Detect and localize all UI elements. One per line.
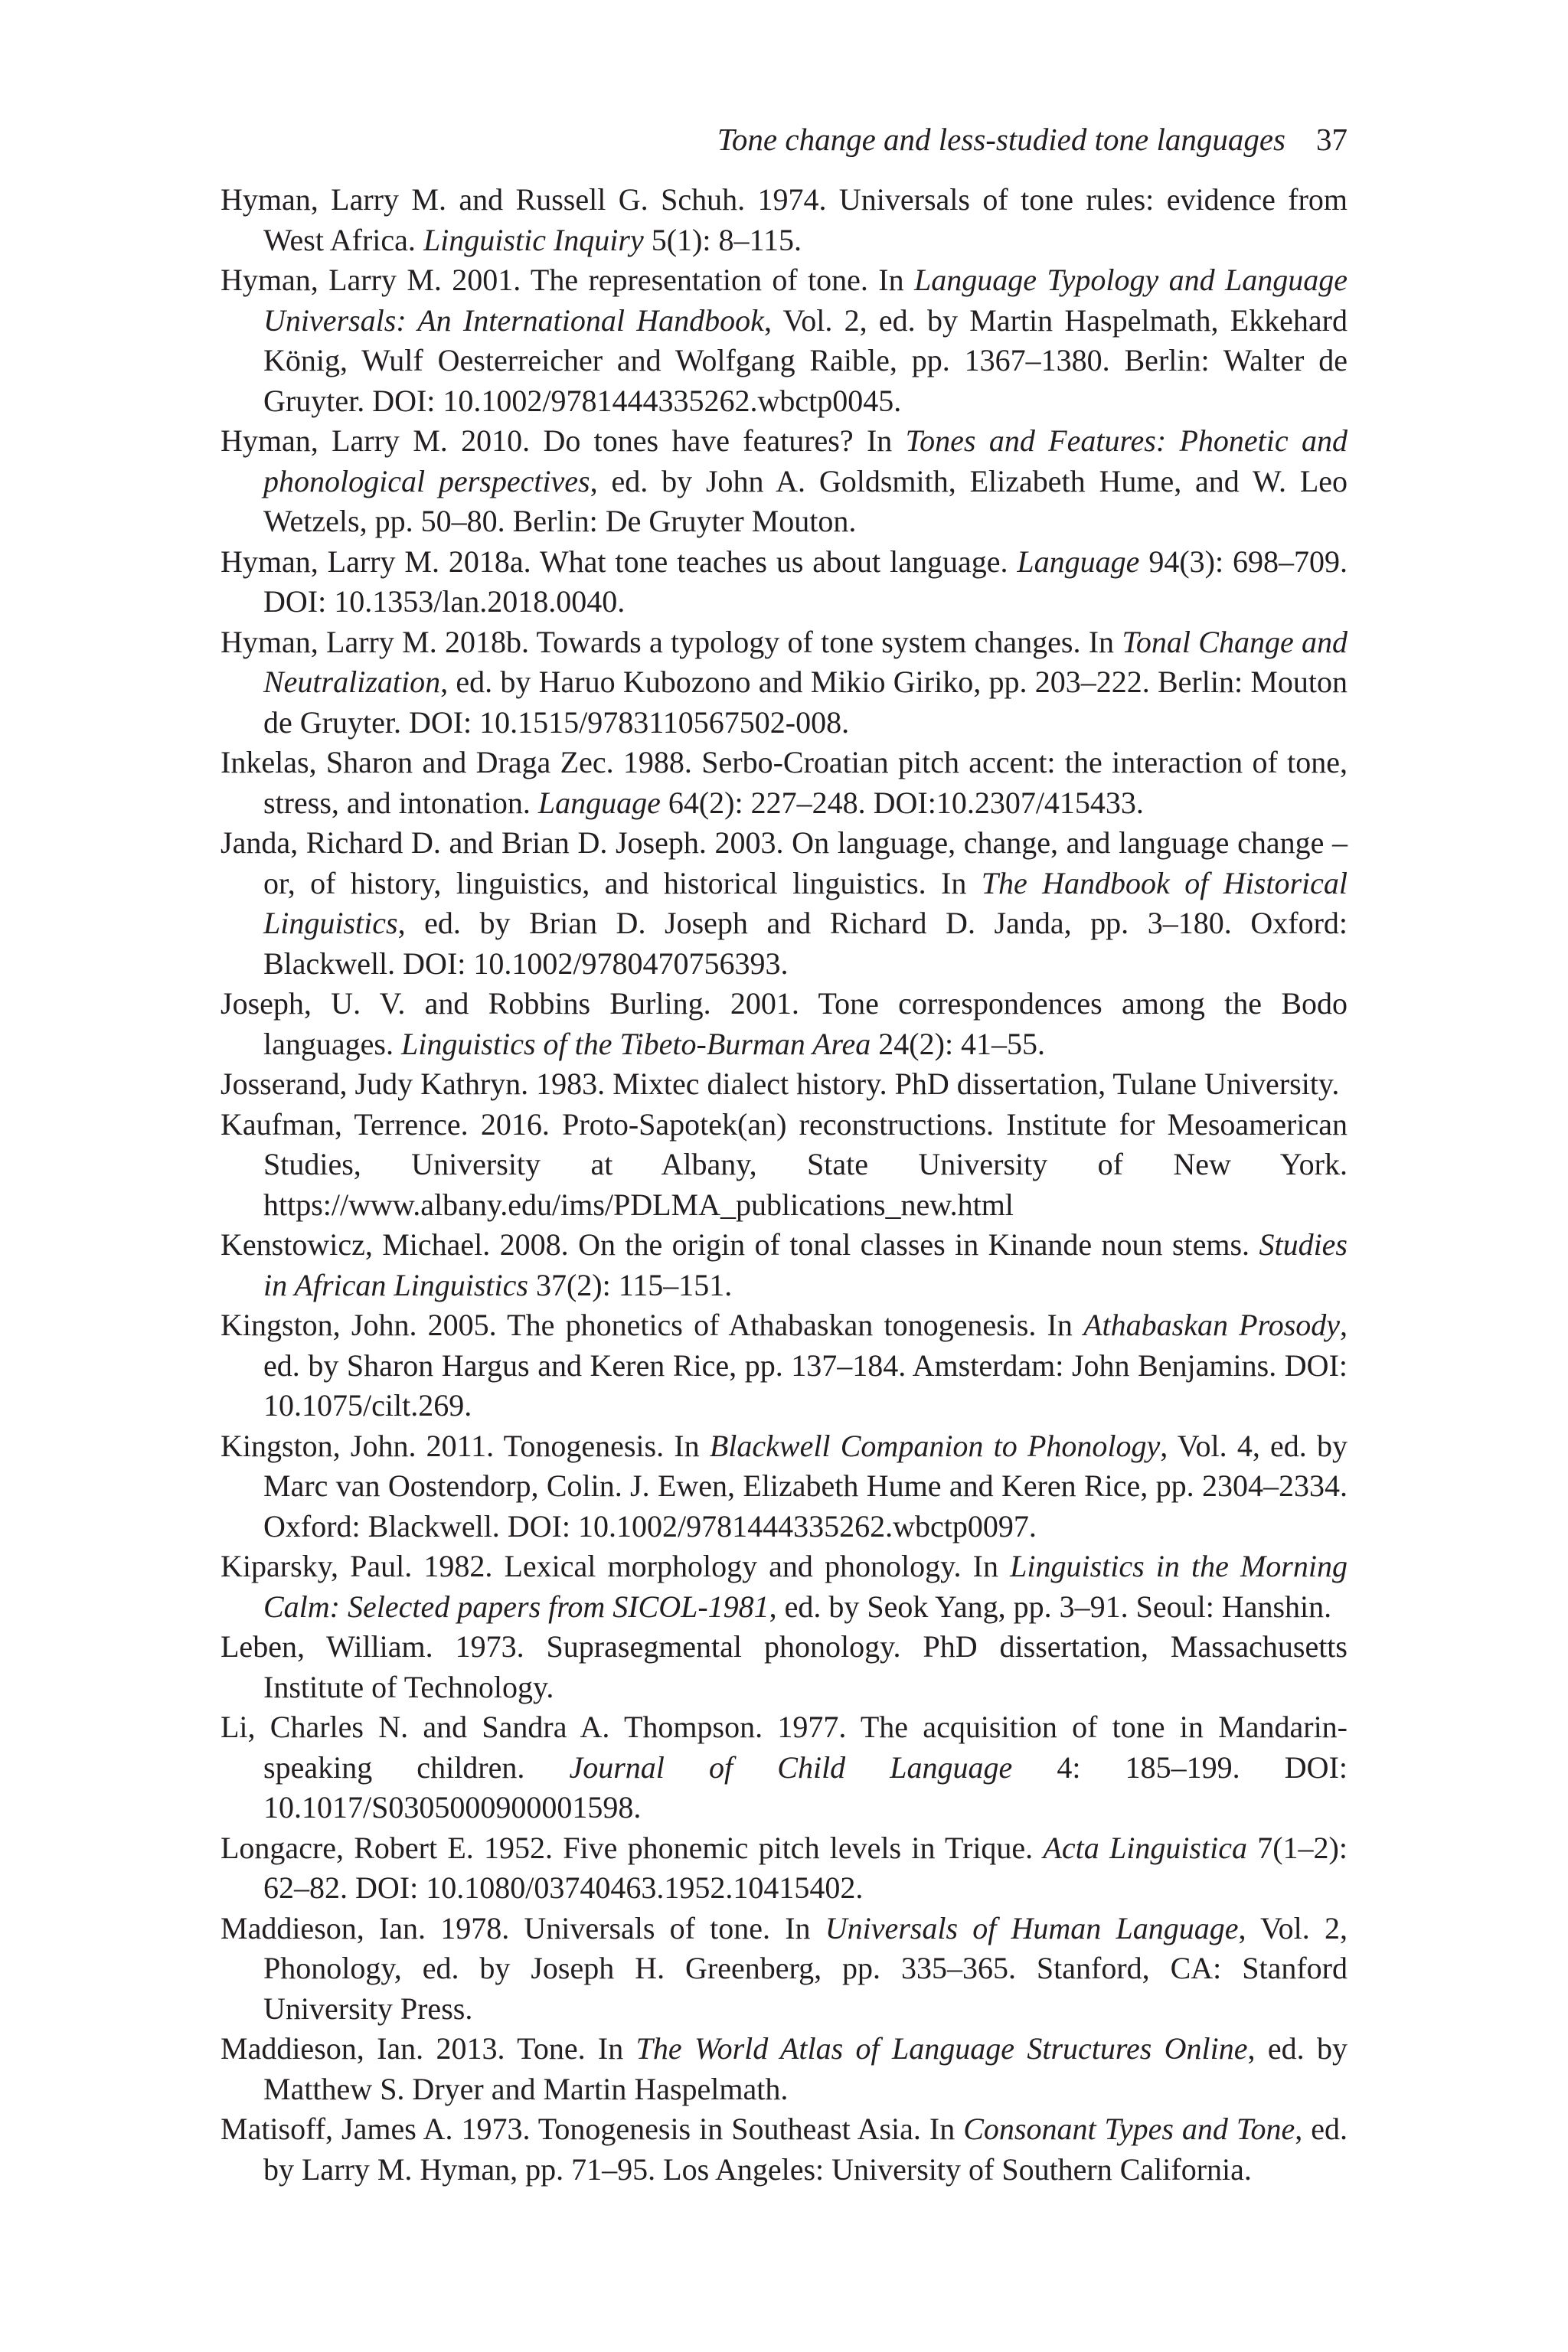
reference-text: , Vol. 2, Phonology, ed. by Joseph H. Greenberg, pp. 335–365. Stanford, CA: Stanford University Press. [263,1910,1348,2026]
reference-text: Joseph, U. V. and Robbins Burling. 2001. Tone correspondences among the Bodo languages. [220,986,1348,1061]
reference-text: Josserand, Judy Kathryn. 1983. Mixtec dialect history. PhD dissertation, Tulane University. [220,1067,1340,1101]
reference-text: Hyman, Larry M. and Russell G. Schuh. 1974. Universals of tone rules: evidence from West Africa. [220,182,1348,257]
reference-text: , Vol. 2, ed. by Martin Haspelmath, Ekkehard König, Wulf Oesterreicher and Wolfgang Raible, pp. 1367–1380. Berlin: Walter de Gruyter. DOI: 10.1002/9781444335262.wbctp0045. [263,302,1348,418]
reference-title-italic: Journal of Child Language [569,1749,1013,1785]
reference-entry [220,542,1348,622]
running-header-title: Tone change and less-studied tone languages [717,122,1285,157]
reference-text: Kaufman, Terrence. 2016. Proto-Sapotek(an) reconstructions. Institute for Mesoamerican Studies, University at Albany, State University of New York. https://www.albany.edu/ims/PDLMA_publications_new.html [220,1106,1348,1222]
reference-text: 64(2): 227–248. DOI:10.2307/415433. [660,785,1144,820]
reference-text: 4: 185–199. DOI: 10.1017/S0305000900001598. [263,1749,1348,1824]
reference-title-italic: Consonant Types and Tone [963,2112,1295,2146]
reference-text: Hyman, Larry M. 2018b. Towards a typology of tone system changes. In [220,624,1122,659]
reference-text: 7(1–2): 62–82. DOI: 10.1080/03740463.1952.10415402. [263,1830,1348,1905]
reference-text: Maddieson, Ian. 2013. Tone. In [220,2031,636,2066]
reference-text: , ed. by Seok Yang, pp. 3–91. Seoul: Hanshin. [769,1589,1332,1624]
reference-text: , ed. by John A. Goldsmith, Elizabeth Hume, and W. Leo Wetzels, pp. 50–80. Berlin: De Gruyter Mouton. [263,463,1348,538]
reference-list [220,180,1348,2190]
reference-text: Li, Charles N. and Sandra A. Thompson. 1977. The acquisition of tone in Mandarin-speaking children. [220,1710,1348,1785]
reference-text: Kingston, John. 2005. The phonetics of Athabaskan tonogenesis. In [220,1308,1084,1342]
reference-entry [220,1225,1348,1305]
reference-text: , ed. by Haruo Kubozono and Mikio Giriko, pp. 203–222. Berlin: Mouton de Gruyter. DOI: 10.1515/9783110567502-008. [263,665,1348,740]
reference-text: Inkelas, Sharon and Draga Zec. 1988. Serbo-Croatian pitch accent: the interaction of tone, stress, and intonation. [220,745,1348,820]
reference-text: , ed. by Sharon Hargus and Keren Rice, pp. 137–184. Amsterdam: John Benjamins. DOI: 10.1075/cilt.269. [263,1308,1348,1423]
reference-entry [220,180,1348,260]
reference-text: 37(2): 115–151. [528,1267,733,1302]
reference-entry [220,1909,1348,2030]
reference-text: Hyman, Larry M. 2001. The representation of tone. In [220,263,914,297]
reference-entry [220,1064,1348,1105]
reference-title-italic: Language [1017,544,1140,579]
reference-text: , Vol. 4, ed. by Marc van Oostendorp, Colin. J. Ewen, Elizabeth Hume and Keren Rice, pp. 2304–2334. Oxford: Blackwell. DOI: 10.1002/9781444335262.wbctp0097. [263,1428,1348,1544]
reference-title-italic: Language [537,785,661,820]
reference-entry [220,1627,1348,1707]
reference-text: Kiparsky, Paul. 1982. Lexical morphology and phonology. In [220,1549,1011,1583]
reference-entry [220,1707,1348,1828]
reference-text: Hyman, Larry M. 2018a. What tone teaches us about language. [220,544,1018,579]
reference-title-italic: Tones and Features: Phonetic and phonological perspectives [263,423,1348,498]
reference-entry [220,2029,1348,2109]
reference-text: , ed. by Matthew S. Dryer and Martin Haspelmath. [263,2031,1348,2106]
reference-text: Leben, William. 1973. Suprasegmental phonology. PhD dissertation, Massachusetts Institute of Technology. [220,1629,1348,1704]
reference-title-italic: Blackwell Companion to Phonology [709,1428,1161,1463]
reference-text: Longacre, Robert E. 1952. Five phonemic pitch levels in Trique. [220,1830,1044,1865]
reference-entry [220,421,1348,542]
running-header [199,119,1348,159]
page-number: 37 [1316,122,1348,157]
reference-title-italic: Tonal Change and Neutralization [263,624,1348,699]
reference-entry [220,823,1348,984]
reference-entry [220,622,1348,743]
reference-text: Kingston, John. 2011. Tonogenesis. In [220,1428,710,1463]
reference-title-italic: Athabaskan Prosody [1083,1308,1341,1342]
reference-text: 5(1): 8–115. [643,222,802,257]
reference-entry [220,743,1348,823]
reference-title-italic: Linguistic Inquiry [423,222,644,257]
reference-entry [220,2109,1348,2190]
reference-title-italic: Linguistics in the Morning Calm: Selected papers from SICOL-1981 [263,1549,1348,1624]
reference-title-italic: Studies in African Linguistics [263,1227,1348,1302]
reference-text: Hyman, Larry M. 2010. Do tones have features? In [220,423,906,458]
reference-text: , ed. by Brian D. Joseph and Richard D. Janda, pp. 3–180. Oxford: Blackwell. DOI: 10.1002/9780470756393. [263,906,1348,981]
reference-title-italic: Linguistics of the Tibeto-Burman Area [400,1026,871,1061]
reference-text: Maddieson, Ian. 1978. Universals of tone. In [220,1910,825,1945]
reference-text: 94(3): 698–709. DOI: 10.1353/lan.2018.0040. [263,544,1348,619]
reference-title-italic: The Handbook of Historical Linguistics [263,865,1348,940]
reference-title-italic: Language Typology and Language Universals: An International Handbook [263,263,1348,338]
reference-entry [220,984,1348,1064]
reference-text: , ed. by Larry M. Hyman, pp. 71–95. Los Angeles: University of Southern California. [263,2112,1348,2187]
reference-entry [220,1426,1348,1547]
reference-text: Kenstowicz, Michael. 2008. On the origin of tonal classes in Kinande noun stems. [220,1227,1259,1262]
reference-entry [220,1105,1348,1226]
reference-entry [220,260,1348,421]
reference-text: 24(2): 41–55. [871,1026,1046,1061]
reference-text: Matisoff, James A. 1973. Tonogenesis in Southeast Asia. In [220,2112,964,2146]
reference-entry [220,1547,1348,1627]
reference-title-italic: Acta Linguistica [1043,1830,1247,1865]
reference-title-italic: Universals of Human Language [825,1910,1239,1945]
reference-title-italic: The World Atlas of Language Structures Online [635,2031,1248,2066]
reference-entry [220,1828,1348,1909]
reference-entry [220,1305,1348,1426]
reference-text: Janda, Richard D. and Brian D. Joseph. 2003. On language, change, and language change – or, of history, linguistics, and historical linguistics. In [220,825,1348,900]
